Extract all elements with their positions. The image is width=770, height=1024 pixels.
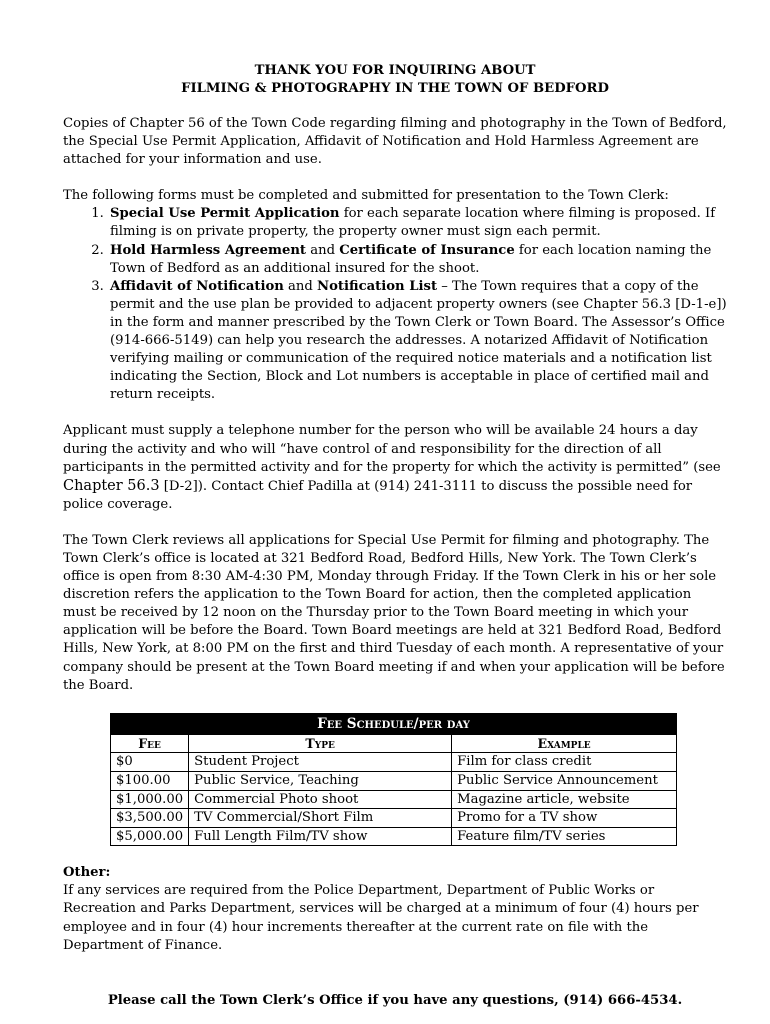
fee-cell: $5,000.00 bbox=[111, 827, 189, 846]
example-cell: Feature film/TV series bbox=[452, 827, 677, 846]
column-header-fee: Fee bbox=[111, 734, 189, 753]
form-description: for each separate location where filming is proposed. If filming is on private property, the property owner must sign each permit. bbox=[110, 206, 716, 240]
fee-table-caption: Fee Schedule/per day bbox=[111, 713, 677, 734]
list-item bbox=[108, 205, 727, 241]
closing-line: Please call the Town Clerk’s Office if you have any questions, (914) 666-4534. bbox=[107, 992, 683, 1008]
fee-cell: $0 bbox=[111, 753, 189, 772]
document-title bbox=[63, 62, 727, 98]
connector-text: and bbox=[306, 242, 340, 258]
form-name-secondary: Certificate of Insurance bbox=[339, 242, 515, 258]
fee-cell: $1,000.00 bbox=[111, 790, 189, 809]
other-heading: Other: bbox=[63, 865, 111, 881]
forms-lead: The following forms must be completed and submitted for presentation to the Town Clerk: bbox=[63, 188, 669, 204]
fee-cell: $100.00 bbox=[111, 771, 189, 790]
chapter-reference: Chapter 56.3 bbox=[63, 477, 160, 494]
table-row bbox=[111, 790, 677, 809]
form-name-secondary: Notification List bbox=[317, 278, 438, 294]
column-header-type: Type bbox=[189, 734, 452, 753]
type-cell: TV Commercial/Short Film bbox=[189, 809, 452, 828]
table-row bbox=[111, 827, 677, 846]
example-cell: Public Service Announcement bbox=[452, 771, 677, 790]
form-description: for each location naming the Town of Bedford as an additional insured for the shoot. bbox=[110, 242, 712, 276]
example-cell: Promo for a TV show bbox=[452, 809, 677, 828]
table-row bbox=[111, 809, 677, 828]
type-cell: Commercial Photo shoot bbox=[189, 790, 452, 809]
intro-paragraph: Copies of Chapter 56 of the Town Code regarding filming and photography in the Town of Bedford, the Special Use Permit Application, Affidavit of Notification and Hold Harmless Agreement are attached for your information and use. bbox=[63, 116, 727, 168]
type-cell: Student Project bbox=[189, 753, 452, 772]
example-cell: Film for class credit bbox=[452, 753, 677, 772]
example-cell: Magazine article, website bbox=[452, 790, 677, 809]
type-cell: Full Length Film/TV show bbox=[189, 827, 452, 846]
applicant-paragraph bbox=[63, 422, 727, 513]
list-item bbox=[108, 278, 727, 405]
fee-table-header-row bbox=[111, 734, 677, 753]
form-name: Hold Harmless Agreement bbox=[110, 242, 307, 258]
fee-cell: $3,500.00 bbox=[111, 809, 189, 828]
list-item bbox=[108, 242, 727, 278]
fee-schedule-table bbox=[110, 713, 677, 847]
town-clerk-paragraph: The Town Clerk reviews all applications for Special Use Permit for filming and photography. The Town Clerk’s office is located at 321 Bedford Road, Bedford Hills, New York. The Town Clerk’s office is open from 8:30 AM-4:30 PM, Monday through Friday. If the Town Clerk in his or her sole discretion refers the application to the Town Board for action, then the completed application must be received by 12 noon on the Thursday prior to the Town Board meeting in which your application will be before the Board. Town Board meetings are held at 321 Bedford Road, Bedford Hills, New York, at 8:00 PM on the first and third Tuesday of each month. A representative of your company should be present at the Town Board meeting if and when your application will be before the Board. bbox=[63, 532, 725, 693]
forms-list bbox=[63, 205, 727, 404]
applicant-text-b: [D-2]). Contact Chief Padilla at (914) 241-3111 to discuss the possible need for police coverage. bbox=[63, 478, 693, 512]
column-header-example: Example bbox=[452, 734, 677, 753]
form-name: Special Use Permit Application bbox=[110, 206, 340, 222]
applicant-text-a: Applicant must supply a telephone number for the person who will be available 24 hours a day during the activity and who will “have control of and responsibility for the direction of all participants in the permitted activity and for the property for which the activity is permitted” (see bbox=[63, 423, 721, 475]
type-cell: Public Service, Teaching bbox=[189, 771, 452, 790]
form-description: – The Town requires that a copy of the permit and the use plan be provided to adjacent property owners (see Chapter 56.3 [D-1-e]) in the form and manner prescribed by the Town Clerk or Town Board. The Assessor’s Office (914-666-5149) can help you research the addresses. A notarized Affidavit of Notification verifying mailing or communication of the required notice materials and a notification list indicating the Section, Block and Lot numbers is acceptable in place of certified mail and return receipts. bbox=[110, 278, 727, 403]
document-page bbox=[63, 62, 727, 1010]
form-name: Affidavit of Notification bbox=[110, 278, 284, 294]
connector-text: and bbox=[283, 278, 318, 294]
title-line-1: THANK YOU FOR INQUIRING ABOUT bbox=[254, 63, 536, 78]
title-line-2: FILMING & PHOTOGRAPHY IN THE TOWN OF BEDFORD bbox=[181, 81, 609, 96]
table-row bbox=[111, 753, 677, 772]
table-row bbox=[111, 771, 677, 790]
fee-table-caption-row bbox=[111, 713, 677, 734]
other-paragraph: If any services are required from the Police Department, Department of Public Works or Recreation and Parks Department, services will be charged at a minimum of four (4) hours per employee and in four (4) hour increments thereafter at the current rate on file with the Department of Finance. bbox=[63, 883, 699, 953]
